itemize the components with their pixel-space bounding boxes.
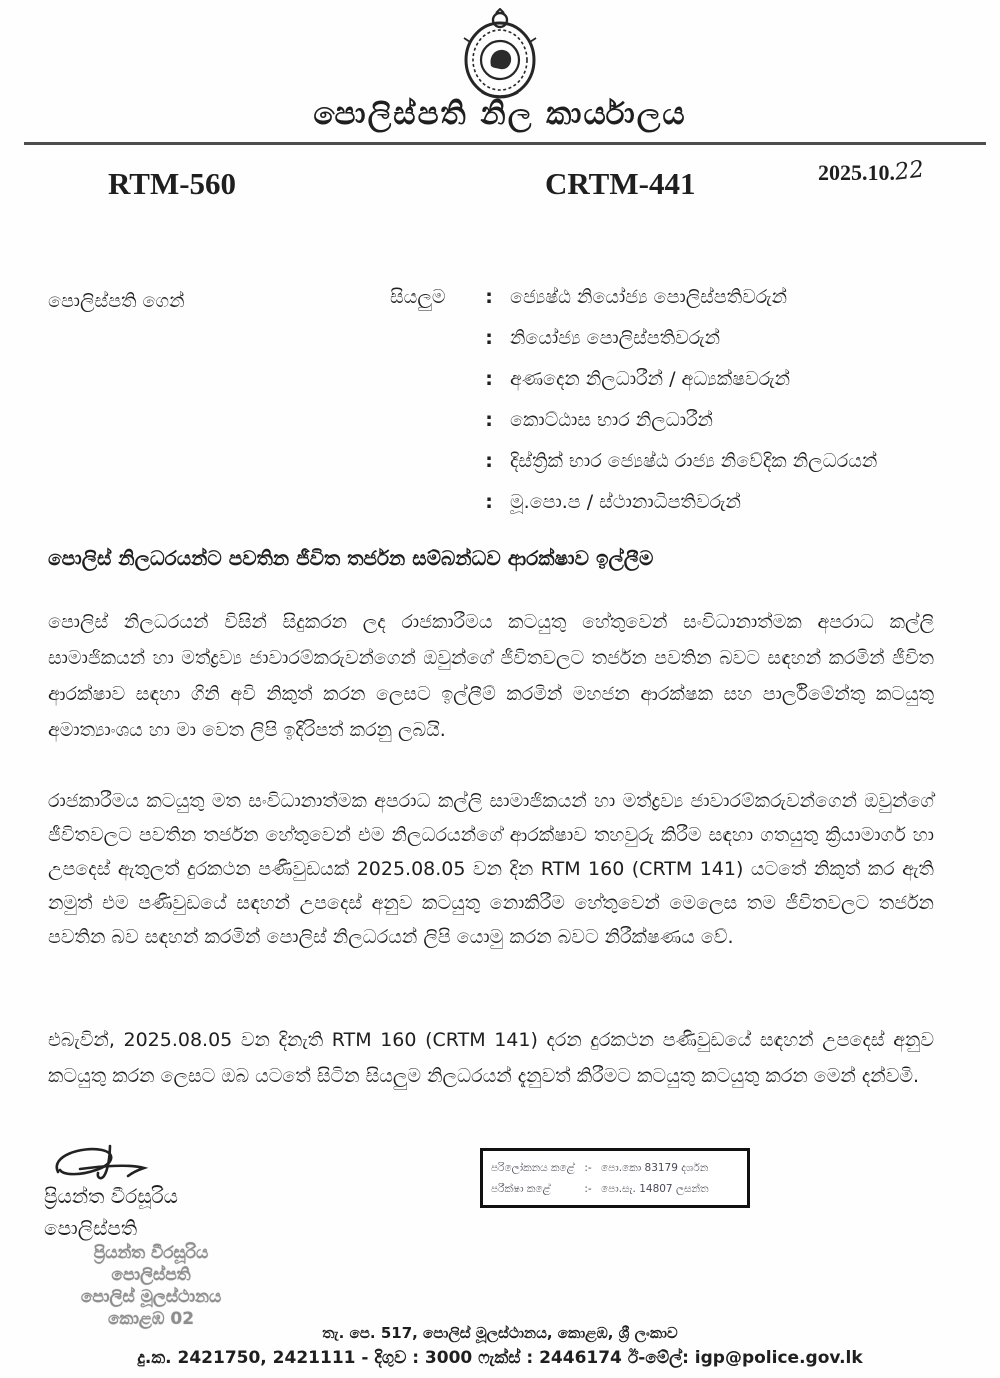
office-title: පොලිස්පති නිල කාර්යාලය: [313, 96, 687, 132]
recipient-row: [390, 450, 877, 491]
separator: :-: [584, 1183, 592, 1195]
from-label: පොලිස්පති ගෙන්: [48, 290, 185, 312]
stamp-line: පොලිස්පති: [111, 1265, 191, 1285]
recipient-row: [390, 491, 877, 532]
ref-number-left: RTM-560: [108, 166, 237, 201]
ref-number-center: CRTM-441: [545, 166, 696, 201]
verification-box: [480, 1148, 750, 1208]
footer-address: තැ. පෙ. 517, පොලිස් මූලස්ථානය, කොළඹ, ශ්‍රී ලංකාව: [322, 1324, 678, 1342]
letter-date: [818, 156, 926, 186]
colon-separator: :: [485, 286, 493, 308]
police-crest-icon: [458, 8, 542, 104]
official-stamp: [36, 1242, 266, 1330]
scanned-by-row: [491, 1158, 739, 1179]
body-paragraph-2: රාජකාරීමය කටයුතු මත සංවිධානාත්මක අපරාධ කල්ලි සාමාජිකයන් හා මත්ද්‍රව්‍ය ජාවාරම්කරුවන්ගෙන් ඔවුන්ගේ ජීවිතවලට පවතින තර්ජන හේතුවෙන් එම නිලධරයන්ගේ ආරක්ෂාව තහවුරු කිරීම සඳහා ගතයුතු ක්‍රියාමාර්ග හා උපදෙස් ඇතුලත් දුරකථන පණිවුඩයක් 2025.08.05 වන දින RTM 160 (CRTM 141) යටතේ නිකුත් කර ඇති නමුත් එම පණිවුඩයේ සඳහන් උපදෙස් අනුව කටයුතු නොකිරීම හේතුවෙන් මෙලෙස තම ජීවිතවලට තර්ජන පවතින බව සඳහන් කරමින් පොලිස් නිලධරයන් ලිපි යොමු කරන බවට නිරීක්ෂණය වේ.: [48, 790, 934, 948]
colon-separator: :: [485, 491, 493, 513]
colon-separator: :: [485, 327, 493, 349]
checked-by-row: [491, 1179, 739, 1200]
stamp-line: කොළඹ 02: [107, 1309, 195, 1329]
recipient-row: [390, 286, 877, 327]
signatory-title: පොලිස්පති: [44, 1216, 138, 1240]
colon-separator: :: [485, 368, 493, 390]
stamp-line: ප්‍රියන්ත වීරසූරිය: [93, 1243, 209, 1263]
date-printed: 2025.10.: [818, 160, 895, 185]
scanned-by-label: පරිලෝකනය කළේ: [491, 1162, 575, 1174]
recipient-name: මූ.පො.ප / ස්ථානාධිපතිවරුන්: [510, 491, 741, 513]
date-handwritten: 22: [893, 156, 926, 186]
letterhead-divider: [24, 142, 986, 145]
recipient-name: නියෝජ්‍ය පොලිස්පතිවරුන්: [510, 327, 721, 349]
to-label: සියලුම: [390, 286, 446, 308]
subject-line: පොලිස් නිලධරයන්ට පවතින ජීවිත තර්ජන සම්බන්ධව ආරක්ෂාව ඉල්ලීම: [48, 546, 654, 570]
checked-by-label: පරීක්ෂා කළේ: [491, 1183, 551, 1195]
signatory-name: ප්‍රියන්ත වීරසූරිය: [44, 1184, 179, 1208]
recipient-list: [390, 286, 877, 532]
recipient-name: ජ්‍යෙෂ්ඨ නියෝජ්‍ය පොලිස්පතිවරුන්: [510, 286, 788, 308]
recipient-row: [390, 409, 877, 450]
footer-contacts: දු.ක. 2421750, 2421111 - දිගුව : 3000 ෆැක්ස් : 2446174 ඊ-මේල්: igp@police.gov.lk: [137, 1348, 863, 1368]
recipient-row: [390, 327, 877, 368]
stamp-line: පොලිස් මූලස්ථානය: [80, 1287, 222, 1307]
body-paragraph-3: එබැවින්, 2025.08.05 වන දිනැති RTM 160 (CRTM 141) දරන දුරකථන පණිවුඩයේ සඳහන් උපදෙස් අනුව කටයුතු කරන ලෙසට ඔබ යටතේ සිටින සියලුම නිලධරයන් දැනුවත් කිරීමට කටයුතු කටයුතු කරන මෙන් දන්වමි.: [48, 1029, 934, 1087]
colon-separator: :: [485, 409, 493, 431]
colon-separator: :: [485, 450, 493, 472]
checked-by-value: පො.සැ. 14807 ලසන්ත: [601, 1183, 709, 1195]
recipient-name: අණදෙන නිලධාරීන් / අධ්‍යක්ෂවරුන්: [510, 368, 791, 390]
body-paragraph-1: පොලිස් නිලධරයන් විසින් සිදුකරන ලද රාජකාරීමය කටයුතු හේතුවෙන් සංවිධානාත්මක අපරාධ කල්ලි සාමාජිකයන් හා මත්ද්‍රව්‍ය ජාවාරම්කරුවන්ගෙන් ඔවුන්ගේ ජීවිතවලට තර්ජන පවතින බවට සඳහන් කරමින් ජීවිත ආරක්ෂාව සඳහා ගිනි අවි නිකුත් කරන ලෙසට ඉල්ලීම් කරමින් මහජන ආරක්ෂක සහ පාර්ලිමේන්තු කටයුතු අමාත්‍යාංශය හා මා වෙත ලිපි ඉදිරිපත් කරනු ලබයි.: [48, 611, 934, 741]
recipient-row: [390, 368, 877, 409]
recipient-name: දිස්ත්‍රික් භාර ජ්‍යෙෂ්ඨ රාජ්‍ය නිවේදික නිලධරයන්: [510, 450, 878, 472]
recipient-name: කොට්ඨාස භාර නිලධාරීන්: [510, 409, 713, 431]
scanned-by-value: පො.කො 83179 දර්ශන: [601, 1162, 709, 1174]
separator: :-: [584, 1162, 592, 1174]
